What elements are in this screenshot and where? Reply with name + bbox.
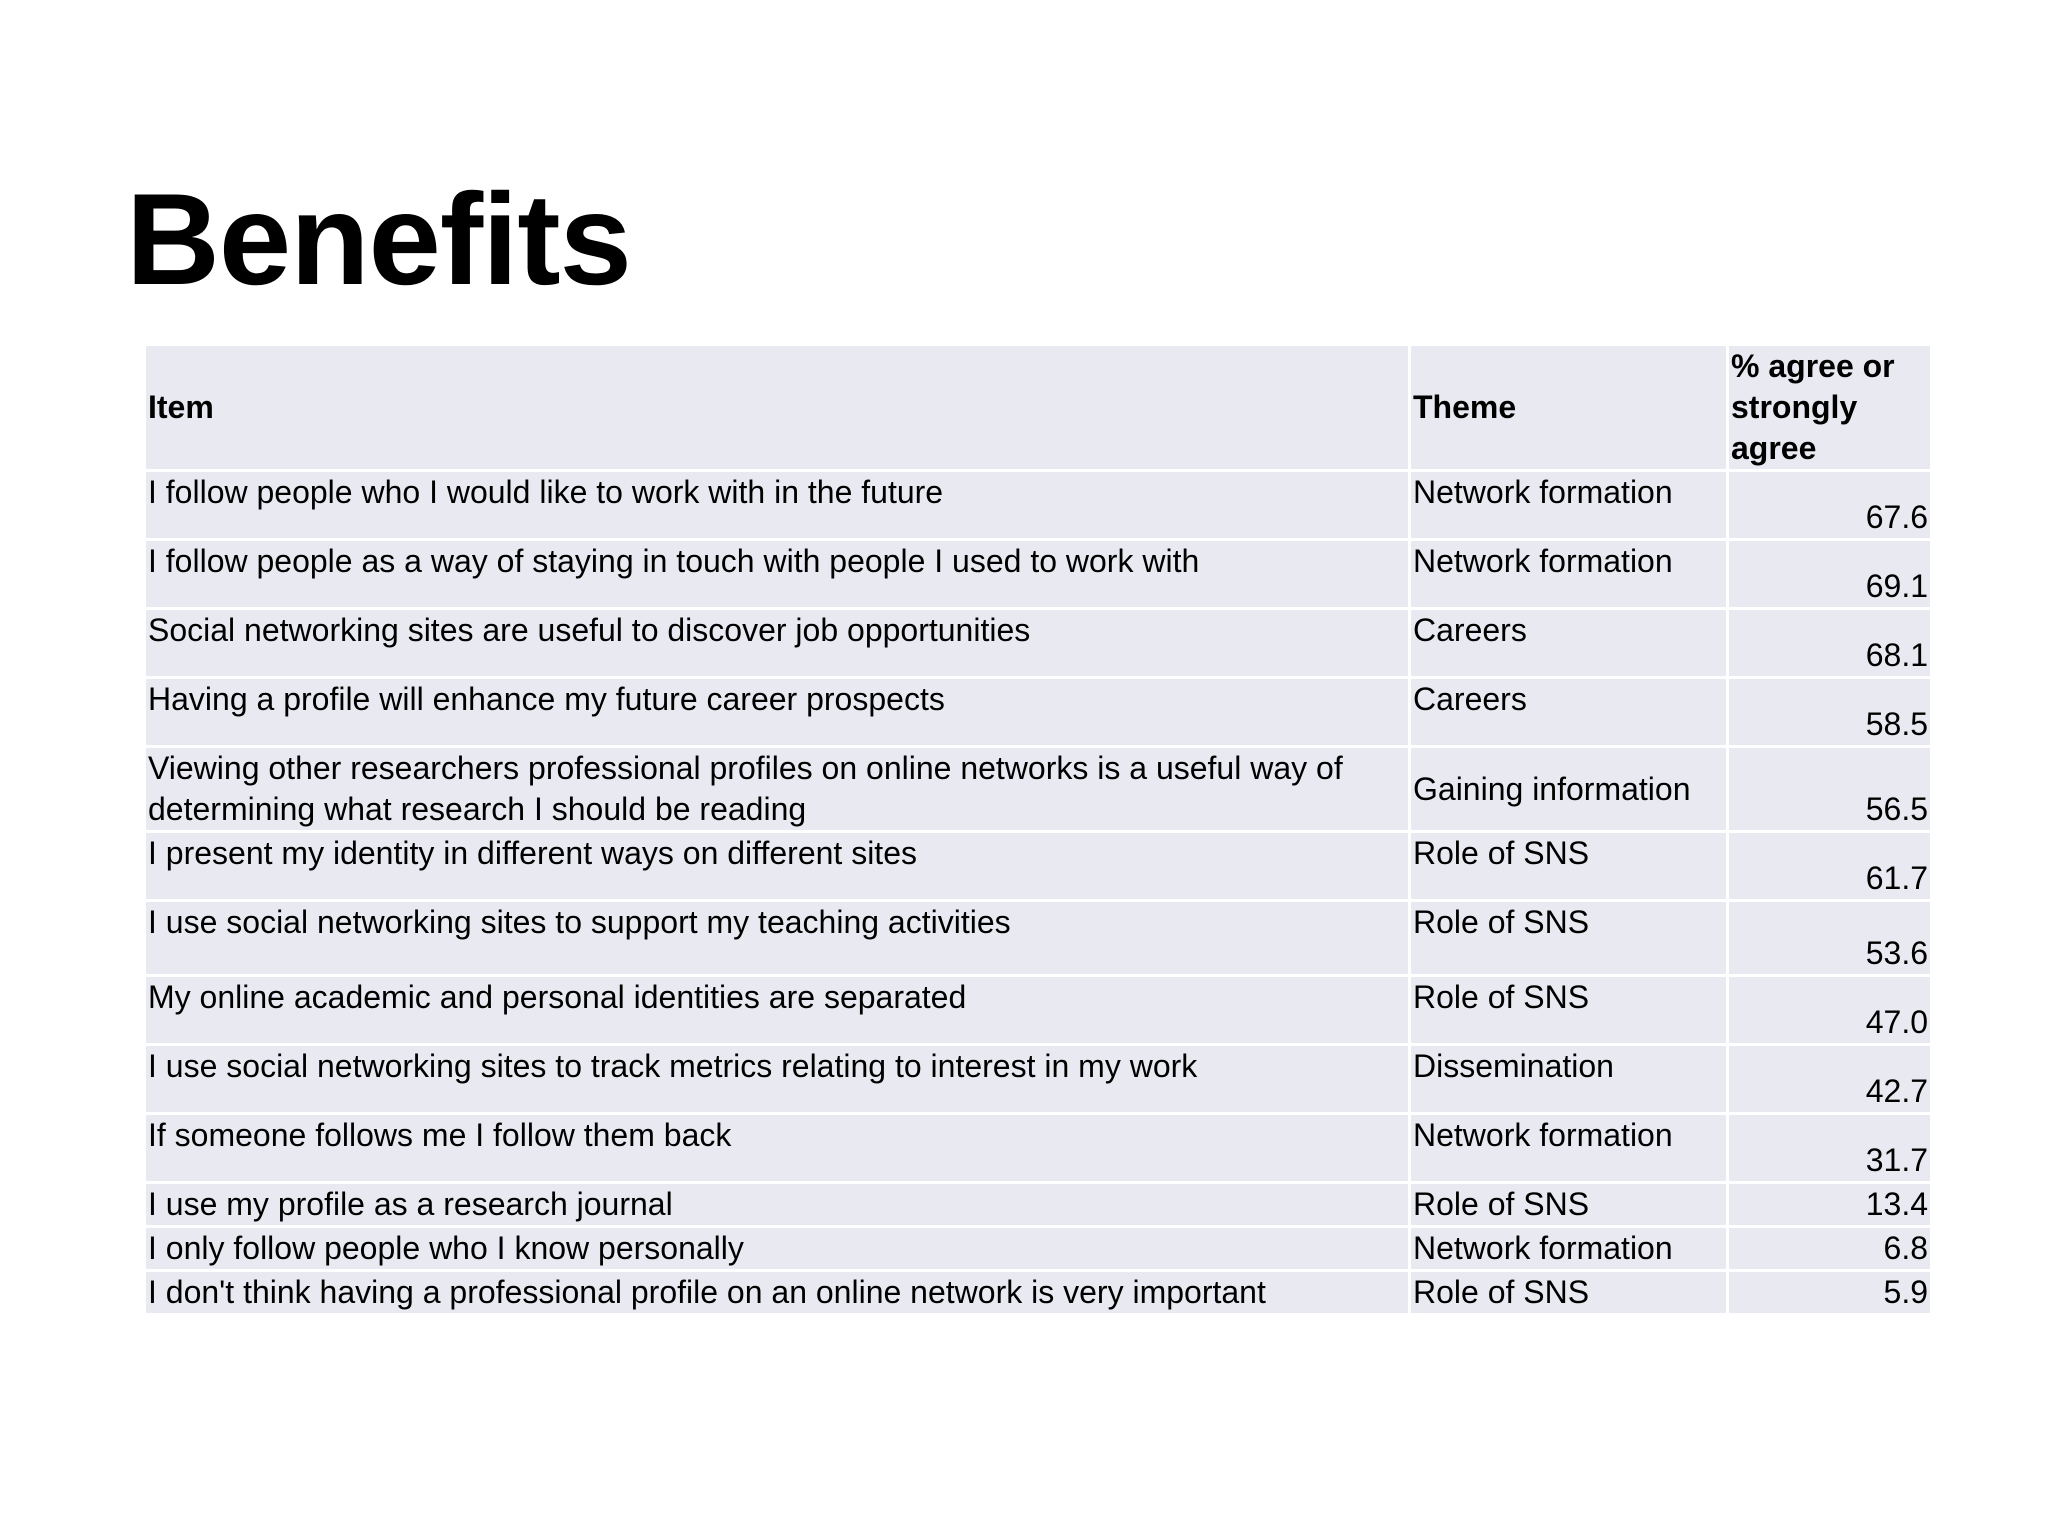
cell-item: Viewing other researchers professional profiles on online networks is a useful way of determining what research I should be reading: [145, 747, 1410, 832]
cell-percent: 47.0: [1728, 976, 1932, 1045]
cell-item: I only follow people who I know personally: [145, 1227, 1410, 1271]
cell-percent: 53.6: [1728, 901, 1932, 976]
cell-percent: 58.5: [1728, 678, 1932, 747]
cell-theme: Gaining information: [1410, 747, 1728, 832]
table-row: [145, 609, 1932, 678]
cell-percent: 42.7: [1728, 1045, 1932, 1114]
cell-theme: Network formation: [1410, 1114, 1728, 1183]
cell-percent: 61.7: [1728, 832, 1932, 901]
cell-item: I follow people as a way of staying in touch with people I used to work with: [145, 540, 1410, 609]
table-row: [145, 1227, 1932, 1271]
benefits-table: [143, 343, 1933, 1316]
table-row: [145, 471, 1932, 540]
cell-theme: Network formation: [1410, 1227, 1728, 1271]
cell-item: Social networking sites are useful to discover job opportunities: [145, 609, 1410, 678]
cell-theme: Network formation: [1410, 471, 1728, 540]
cell-percent: 6.8: [1728, 1227, 1932, 1271]
cell-theme: Careers: [1410, 678, 1728, 747]
table-row: [145, 540, 1932, 609]
table-row: [145, 1183, 1932, 1227]
table-header-row: [145, 345, 1932, 471]
table-row: [145, 901, 1932, 976]
table-row: [145, 747, 1932, 832]
cell-item: I use my profile as a research journal: [145, 1183, 1410, 1227]
cell-percent: 69.1: [1728, 540, 1932, 609]
cell-theme: Role of SNS: [1410, 1271, 1728, 1315]
cell-item: I use social networking sites to support my teaching activities: [145, 901, 1410, 976]
column-header-item: Item: [145, 345, 1410, 471]
cell-theme: Network formation: [1410, 540, 1728, 609]
cell-item: I present my identity in different ways on different sites: [145, 832, 1410, 901]
table-row: [145, 678, 1932, 747]
cell-percent: 31.7: [1728, 1114, 1932, 1183]
cell-theme: Role of SNS: [1410, 832, 1728, 901]
page-title: Benefits: [126, 166, 631, 312]
cell-item: My online academic and personal identities are separated: [145, 976, 1410, 1045]
table-row: [145, 1114, 1932, 1183]
table-row: [145, 976, 1932, 1045]
table-row: [145, 832, 1932, 901]
cell-theme: Role of SNS: [1410, 976, 1728, 1045]
cell-theme: Role of SNS: [1410, 1183, 1728, 1227]
cell-percent: 68.1: [1728, 609, 1932, 678]
column-header-theme: Theme: [1410, 345, 1728, 471]
cell-percent: 5.9: [1728, 1271, 1932, 1315]
column-header-percent: % agree or strongly agree: [1728, 345, 1932, 471]
cell-item: If someone follows me I follow them back: [145, 1114, 1410, 1183]
cell-item: I use social networking sites to track metrics relating to interest in my work: [145, 1045, 1410, 1114]
cell-percent: 13.4: [1728, 1183, 1932, 1227]
cell-item: I follow people who I would like to work with in the future: [145, 471, 1410, 540]
cell-theme: Careers: [1410, 609, 1728, 678]
cell-theme: Role of SNS: [1410, 901, 1728, 976]
cell-theme: Dissemination: [1410, 1045, 1728, 1114]
cell-item: Having a profile will enhance my future career prospects: [145, 678, 1410, 747]
table-row: [145, 1271, 1932, 1315]
cell-percent: 56.5: [1728, 747, 1932, 832]
table-row: [145, 1045, 1932, 1114]
cell-percent: 67.6: [1728, 471, 1932, 540]
cell-item: I don't think having a professional profile on an online network is very important: [145, 1271, 1410, 1315]
